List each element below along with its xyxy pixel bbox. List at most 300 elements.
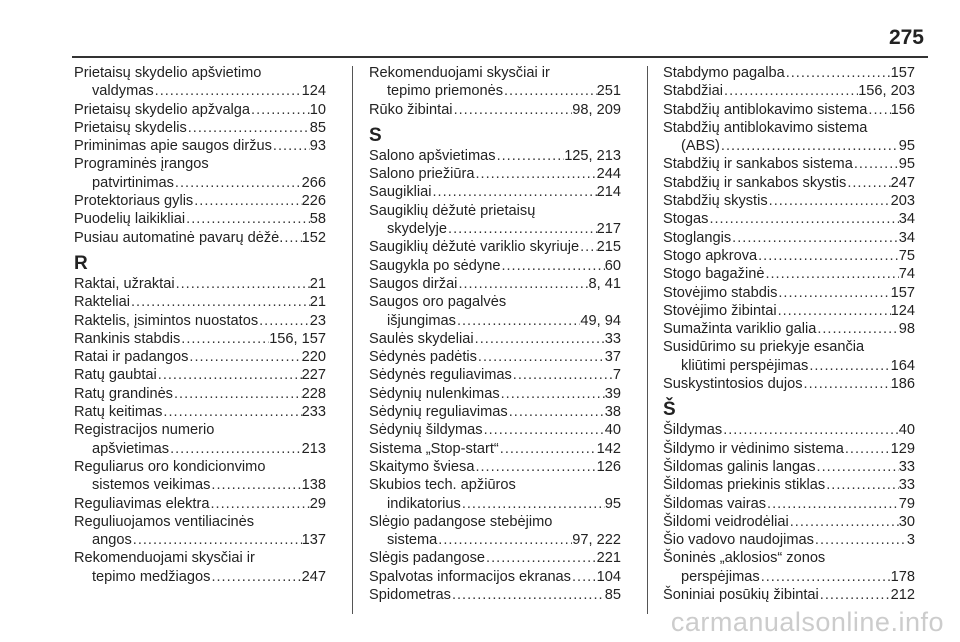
index-entry — [74, 210, 326, 228]
index-entry-page: 227 — [301, 367, 326, 384]
index-entry-term: Salono priežiūra — [369, 166, 475, 183]
index-entry-page: 156 — [890, 101, 915, 118]
index-entry-page: 247 — [301, 568, 326, 585]
dot-leader — [853, 155, 899, 173]
dot-leader — [474, 165, 596, 183]
index-entry-term: Šildomi veidrodėliai — [663, 513, 789, 530]
dot-leader — [768, 192, 891, 210]
index-entry — [663, 513, 915, 531]
index-entry-term: sistemos veikimas — [92, 477, 211, 494]
index-entry-term: Raktelis, įsimintos nuostatos — [74, 312, 259, 329]
index-entry-term: Saugiklių dėžutė variklio skyriuje — [369, 239, 580, 256]
dot-leader — [500, 385, 605, 403]
index-entry-term: Sėdynių nulenkimas — [369, 385, 500, 402]
index-entry — [663, 137, 915, 155]
index-entry-heading: Reguliuojamos ventiliacinės — [74, 513, 255, 530]
index-entry-page: 215 — [596, 239, 621, 256]
index-entry-page: 129 — [890, 440, 915, 457]
index-entry-page: 40 — [898, 422, 915, 439]
index-entry-term: Pusiau automatinė pavarų dėžė. — [74, 229, 284, 246]
index-entry — [369, 257, 621, 275]
index-entry — [663, 210, 915, 228]
index-entry-page: 157 — [890, 65, 915, 81]
index-entry-term: apšvietimas — [92, 440, 170, 457]
index-entry-page: 37 — [604, 349, 621, 366]
dot-leader — [814, 531, 907, 549]
index-entry-term: Spidometras — [369, 587, 451, 604]
index-entry-page: 7 — [612, 367, 621, 384]
index-entry-heading: Slėgio padangose stebėjimo — [369, 513, 553, 530]
index-entry-page: 228 — [301, 385, 326, 402]
index-entry — [74, 330, 326, 348]
index-entry-term: sistema — [387, 532, 438, 549]
dot-leader — [447, 220, 597, 238]
index-entry-term: Stabdymo pagalba — [663, 65, 785, 81]
column-divider-2 — [647, 66, 648, 614]
index-entry — [369, 385, 621, 403]
index-entry-term: Stabdžių ir sankabos skystis — [663, 174, 847, 191]
dot-leader — [720, 137, 899, 155]
index-entry-term: Reguliavimas elektra — [74, 495, 210, 512]
index-column-3 — [663, 64, 915, 604]
index-entry-page: 124 — [301, 83, 326, 100]
index-entry — [663, 82, 915, 100]
index-entry — [369, 531, 621, 549]
index-entry-heading: Saugiklių dėžutė prietaisų — [369, 202, 536, 219]
page-number: 275 — [888, 26, 924, 49]
dot-leader — [816, 320, 898, 338]
index-entry-page: 98 — [898, 321, 915, 338]
index-entry-term: Spalvotas informacijos ekranas — [369, 568, 571, 585]
index-entry-page: 156, 157 — [269, 330, 326, 347]
index-entry-term: kliūtimi perspėjimas — [681, 357, 809, 374]
index-entry-term: Stogo apkrova — [663, 247, 758, 264]
index-entry-page: 152 — [301, 229, 326, 246]
index-entry-page: 247 — [890, 174, 915, 191]
index-entry — [663, 302, 915, 320]
index-entry-page: 244 — [596, 166, 621, 183]
index-entry-page: 213 — [301, 440, 326, 457]
index-entry-page: 98, 209 — [572, 101, 621, 118]
dot-leader — [766, 495, 899, 513]
index-entry-page: 95 — [604, 495, 621, 512]
dot-leader — [258, 312, 310, 330]
index-entry-term: Rūko žibintai — [369, 101, 453, 118]
index-entry — [369, 312, 621, 330]
index-entry — [74, 119, 326, 137]
index-entry-term: Rakteliai — [74, 294, 130, 311]
index-entry — [663, 155, 915, 173]
dot-leader — [474, 330, 605, 348]
dot-leader — [571, 568, 597, 586]
index-entry-heading: Prietaisų skydelio apšvietimo — [74, 65, 262, 81]
index-entry-term: Stabdžiai — [663, 83, 724, 100]
index-entry-page: 29 — [309, 495, 326, 512]
dot-leader — [844, 440, 891, 458]
index-entry-page: 23 — [309, 312, 326, 329]
index-entry — [369, 458, 621, 476]
dot-leader — [496, 147, 565, 165]
index-entry — [663, 440, 915, 458]
index-entry-page: 40 — [604, 422, 621, 439]
dot-leader — [193, 192, 301, 210]
index-entry-page: 60 — [604, 257, 621, 274]
dot-leader — [483, 421, 605, 439]
index-entry-page: 75 — [898, 247, 915, 264]
index-entry-term: Sėdynės padėtis — [369, 349, 477, 366]
index-entry-term: Šio vadovo naudojimas — [663, 532, 814, 549]
index-entry-page: 186 — [890, 376, 915, 393]
index-entry-term: skydelyje — [387, 221, 448, 238]
dot-leader — [816, 458, 899, 476]
dot-leader — [508, 403, 605, 421]
index-entry-page: 34 — [898, 211, 915, 228]
index-entry — [74, 137, 326, 155]
index-entry-page: 93 — [309, 138, 326, 155]
dot-leader — [512, 366, 613, 384]
dot-leader — [579, 238, 597, 256]
index-entry — [74, 440, 326, 458]
index-entry-page: 203 — [890, 193, 915, 210]
dot-leader — [785, 64, 891, 82]
index-entry-heading: Rekomenduojami skysčiai ir — [369, 65, 550, 81]
dot-leader — [180, 330, 269, 348]
index-entry — [369, 275, 621, 293]
index-entry-page: 233 — [301, 404, 326, 421]
index-entry-page: 164 — [890, 357, 915, 374]
dot-leader — [451, 586, 605, 604]
index-entry-page: 30 — [898, 513, 915, 530]
dot-leader — [187, 119, 310, 137]
index-entry-page: 138 — [301, 477, 326, 494]
index-entry-term: Suskystintosios dujos — [663, 376, 803, 393]
index-entry — [369, 403, 621, 421]
index-entry-page: 85 — [309, 119, 326, 136]
dot-leader — [777, 302, 891, 320]
dot-leader — [130, 293, 310, 311]
index-entry — [663, 174, 915, 192]
index-entry — [663, 531, 915, 549]
index-entry-term: Šildymas — [663, 422, 723, 439]
dot-leader — [283, 229, 301, 247]
dot-leader — [819, 586, 891, 604]
index-entry-term: Ratų grandinės — [74, 385, 173, 402]
dot-leader — [210, 568, 301, 586]
index-entry-term: Sistema „Stop-start“ — [369, 440, 499, 457]
index-entry — [663, 476, 915, 494]
index-entry — [74, 293, 326, 311]
index-entry — [74, 495, 326, 513]
index-entry — [74, 312, 326, 330]
dot-leader — [174, 174, 302, 192]
dot-leader — [500, 257, 604, 275]
index-entry-page: 217 — [596, 221, 621, 238]
index-entry — [663, 586, 915, 604]
dot-leader — [272, 137, 310, 155]
index-entry-heading: Šoninės „aklosios“ zonos — [663, 550, 826, 567]
index-entry-term: Raktai, užraktai — [74, 275, 175, 292]
index-entry — [74, 82, 326, 100]
index-entry-page: 21 — [309, 294, 326, 311]
index-entry-term: Stabdžių antiblokavimo sistema — [663, 101, 868, 118]
index-entry — [369, 586, 621, 604]
index-entry — [74, 366, 326, 384]
index-entry — [74, 385, 326, 403]
dot-leader — [777, 284, 890, 302]
dot-leader — [825, 476, 899, 494]
index-entry — [369, 549, 621, 567]
watermark-text: carmanualsonline.info — [670, 607, 944, 637]
index-entry-term: Stabdžių skystis — [663, 193, 768, 210]
index-entry — [369, 495, 621, 513]
index-entry — [369, 238, 621, 256]
index-entry-term: perspėjimas — [681, 568, 760, 585]
index-entry-page: 74 — [898, 266, 915, 283]
index-entry-page: 104 — [596, 568, 621, 585]
dot-leader — [723, 82, 858, 100]
index-entry-heading: Rekomenduojami skysčiai ir — [74, 550, 255, 567]
index-entry-term: Stabdžių ir sankabos sistema — [663, 156, 853, 173]
dot-leader — [173, 385, 302, 403]
index-entry-term: indikatorius — [387, 495, 461, 512]
index-section-letter: Š — [663, 399, 676, 421]
index-entry — [74, 568, 326, 586]
index-entry-term: Sėdynių šildymas — [369, 422, 483, 439]
index-entry-term: Skaitymo šviesa — [369, 458, 475, 475]
index-entry-term: Sėdynės reguliavimas — [369, 367, 512, 384]
dot-leader — [846, 174, 890, 192]
index-entry-term: Stogo bagažinė — [663, 266, 765, 283]
index-entry — [369, 183, 621, 201]
index-entry-term: Salono apšvietimas — [369, 147, 496, 164]
index-entry — [74, 174, 326, 192]
dot-leader — [457, 275, 588, 293]
index-entry-term: Šildomas galinis langas — [663, 458, 816, 475]
index-entry — [74, 348, 326, 366]
index-entry-term: Saugos diržai — [369, 275, 458, 292]
dot-leader — [209, 495, 309, 513]
index-entry-page: 95 — [898, 138, 915, 155]
index-entry-heading: Programinės įrangos — [74, 156, 209, 173]
dot-leader — [503, 82, 597, 100]
dot-leader — [485, 549, 597, 567]
dot-leader — [210, 476, 301, 494]
dot-leader — [789, 513, 899, 531]
index-entry-heading: Registracijos numerio — [74, 422, 215, 439]
index-entry — [369, 366, 621, 384]
index-entry — [369, 82, 621, 100]
index-entry-page: 226 — [301, 193, 326, 210]
index-entry-term: Slėgis padangose — [369, 550, 486, 567]
header-rule — [72, 56, 928, 58]
dot-leader — [731, 229, 899, 247]
dot-leader — [474, 458, 596, 476]
index-entry — [369, 440, 621, 458]
index-entry — [369, 165, 621, 183]
index-section-letter: R — [74, 252, 88, 274]
index-entry-page: 33 — [898, 458, 915, 475]
index-entry-term: angos — [92, 532, 132, 549]
index-entry-term: Stovėjimo stabdis — [663, 284, 778, 301]
index-entry-term: Ratai ir padangos — [74, 349, 189, 366]
index-entry — [663, 568, 915, 586]
index-entry-page: 214 — [596, 184, 621, 201]
dot-leader — [175, 275, 310, 293]
index-entry — [663, 357, 915, 375]
index-entry — [369, 220, 621, 238]
index-entry-page: 212 — [890, 587, 915, 604]
index-entry-term: tepimo medžiagos — [92, 568, 211, 585]
index-entry-page: 39 — [604, 385, 621, 402]
index-entry-term: Sėdynių reguliavimas — [369, 404, 508, 421]
index-entry-page: 33 — [898, 477, 915, 494]
dot-leader — [132, 531, 302, 549]
index-entry-heading: Reguliarus oro kondicionvimo — [74, 458, 266, 475]
index-entry-term: Saugykla po sėdyne — [369, 257, 501, 274]
index-entry-term: (ABS) — [681, 138, 720, 155]
dot-leader — [461, 495, 605, 513]
index-entry — [369, 568, 621, 586]
index-entry-page: 266 — [301, 174, 326, 191]
index-entry-page: 142 — [596, 440, 621, 457]
dot-leader — [431, 183, 596, 201]
index-entry — [74, 229, 326, 247]
index-entry-term: valdymas — [92, 83, 154, 100]
index-entry-term: Šoniniai posūkių žibintai — [663, 587, 819, 604]
index-entry-page: 34 — [898, 229, 915, 246]
index-entry-page: 124 — [890, 302, 915, 319]
index-entry-term: Prietaisų skydelis — [74, 119, 187, 136]
dot-leader — [188, 348, 301, 366]
index-entry-term: Stovėjimo žibintai — [663, 302, 777, 319]
index-entry-page: 85 — [604, 587, 621, 604]
index-entry-term: Rankinis stabdis — [74, 330, 181, 347]
index-entry-page: 220 — [301, 349, 326, 366]
index-entry — [663, 192, 915, 210]
index-entry-page: 3 — [906, 532, 915, 549]
dot-leader — [499, 440, 597, 458]
index-entry-heading: Susidūrimo su priekyje esančia — [663, 339, 865, 356]
index-column-1 — [74, 64, 326, 586]
dot-leader — [154, 82, 302, 100]
index-entry — [74, 531, 326, 549]
dot-leader — [157, 366, 302, 384]
index-entry — [663, 101, 915, 119]
index-entry-page: 79 — [898, 495, 915, 512]
index-section-letter: S — [369, 124, 382, 146]
index-entry-term: tepimo priemonės — [387, 83, 503, 100]
index-entry — [74, 403, 326, 421]
index-entry — [663, 458, 915, 476]
index-entry-page: 178 — [890, 568, 915, 585]
index-entry-page: 8, 41 — [588, 275, 621, 292]
index-entry-term: Saulės skydeliai — [369, 330, 474, 347]
dot-leader — [764, 265, 898, 283]
column-divider-1 — [352, 66, 353, 614]
index-entry — [369, 147, 621, 165]
index-entry — [663, 421, 915, 439]
dot-leader — [185, 210, 310, 228]
index-entry-term: Šildymo ir vėdinimo sistema — [663, 440, 844, 457]
index-entry-page: 126 — [596, 458, 621, 475]
index-entry-page: 156, 203 — [858, 83, 915, 100]
index-entry-term: Šildomas priekinis stiklas — [663, 477, 826, 494]
dot-leader — [760, 568, 891, 586]
index-entry-heading: Saugos oro pagalvės — [369, 294, 507, 311]
dot-leader — [162, 403, 301, 421]
index-entry-term: patvirtinimas — [92, 174, 174, 191]
dot-leader — [708, 210, 898, 228]
index-entry-heading: Skubios tech. apžiūros — [369, 477, 516, 494]
dot-leader — [757, 247, 899, 265]
dot-leader — [808, 357, 890, 375]
index-entry-page: 97, 222 — [572, 532, 621, 549]
index-entry-heading: Stabdžių antiblokavimo sistema — [663, 119, 868, 136]
index-entry-term: Saugikliai — [369, 184, 432, 201]
dot-leader — [250, 101, 310, 119]
index-entry — [663, 495, 915, 513]
index-entry — [663, 265, 915, 283]
index-entry — [369, 101, 621, 119]
index-entry-term: Ratų keitimas — [74, 404, 163, 421]
dot-leader — [453, 101, 573, 119]
index-entry — [663, 247, 915, 265]
dot-leader — [456, 312, 580, 330]
index-entry — [369, 421, 621, 439]
index-entry — [663, 375, 915, 393]
index-entry — [74, 476, 326, 494]
index-entry — [369, 348, 621, 366]
index-entry-page: 49, 94 — [580, 312, 621, 329]
index-entry-page: 58 — [309, 211, 326, 228]
index-entry — [74, 192, 326, 210]
index-entry — [74, 101, 326, 119]
index-entry-term: Priminimas apie saugos diržus — [74, 138, 272, 155]
index-entry-term: Protektoriaus gylis — [74, 193, 194, 210]
index-entry-page: 33 — [604, 330, 621, 347]
index-entry-term: Ratų gaubtai — [74, 367, 157, 384]
index-entry-page: 251 — [596, 83, 621, 100]
index-entry — [663, 320, 915, 338]
index-entry — [663, 229, 915, 247]
index-entry-term: Sumažinta variklio galia — [663, 321, 817, 338]
index-entry — [663, 64, 915, 82]
index-entry — [74, 275, 326, 293]
index-entry-term: Stoglangis — [663, 229, 732, 246]
index-entry-term: Šildomas vairas — [663, 495, 767, 512]
index-entry-term: Stogas — [663, 211, 709, 228]
index-entry-page: 10 — [309, 101, 326, 118]
dot-leader — [803, 375, 891, 393]
dot-leader — [169, 440, 302, 458]
index-entry — [663, 284, 915, 302]
index-entry-page: 21 — [309, 275, 326, 292]
index-entry-page: 38 — [604, 404, 621, 421]
index-column-2 — [369, 64, 621, 604]
index-entry-page: 221 — [596, 550, 621, 567]
index-entry-page: 157 — [890, 284, 915, 301]
index-entry-page: 95 — [898, 156, 915, 173]
dot-leader — [722, 421, 899, 439]
dot-leader — [477, 348, 605, 366]
index-entry — [369, 330, 621, 348]
index-entry-term: Prietaisų skydelio apžvalga — [74, 101, 251, 118]
dot-leader — [867, 101, 890, 119]
index-entry-page: 125, 213 — [564, 147, 621, 164]
index-entry-page: 137 — [301, 532, 326, 549]
dot-leader — [437, 531, 572, 549]
index-entry-term: išjungimas — [387, 312, 456, 329]
